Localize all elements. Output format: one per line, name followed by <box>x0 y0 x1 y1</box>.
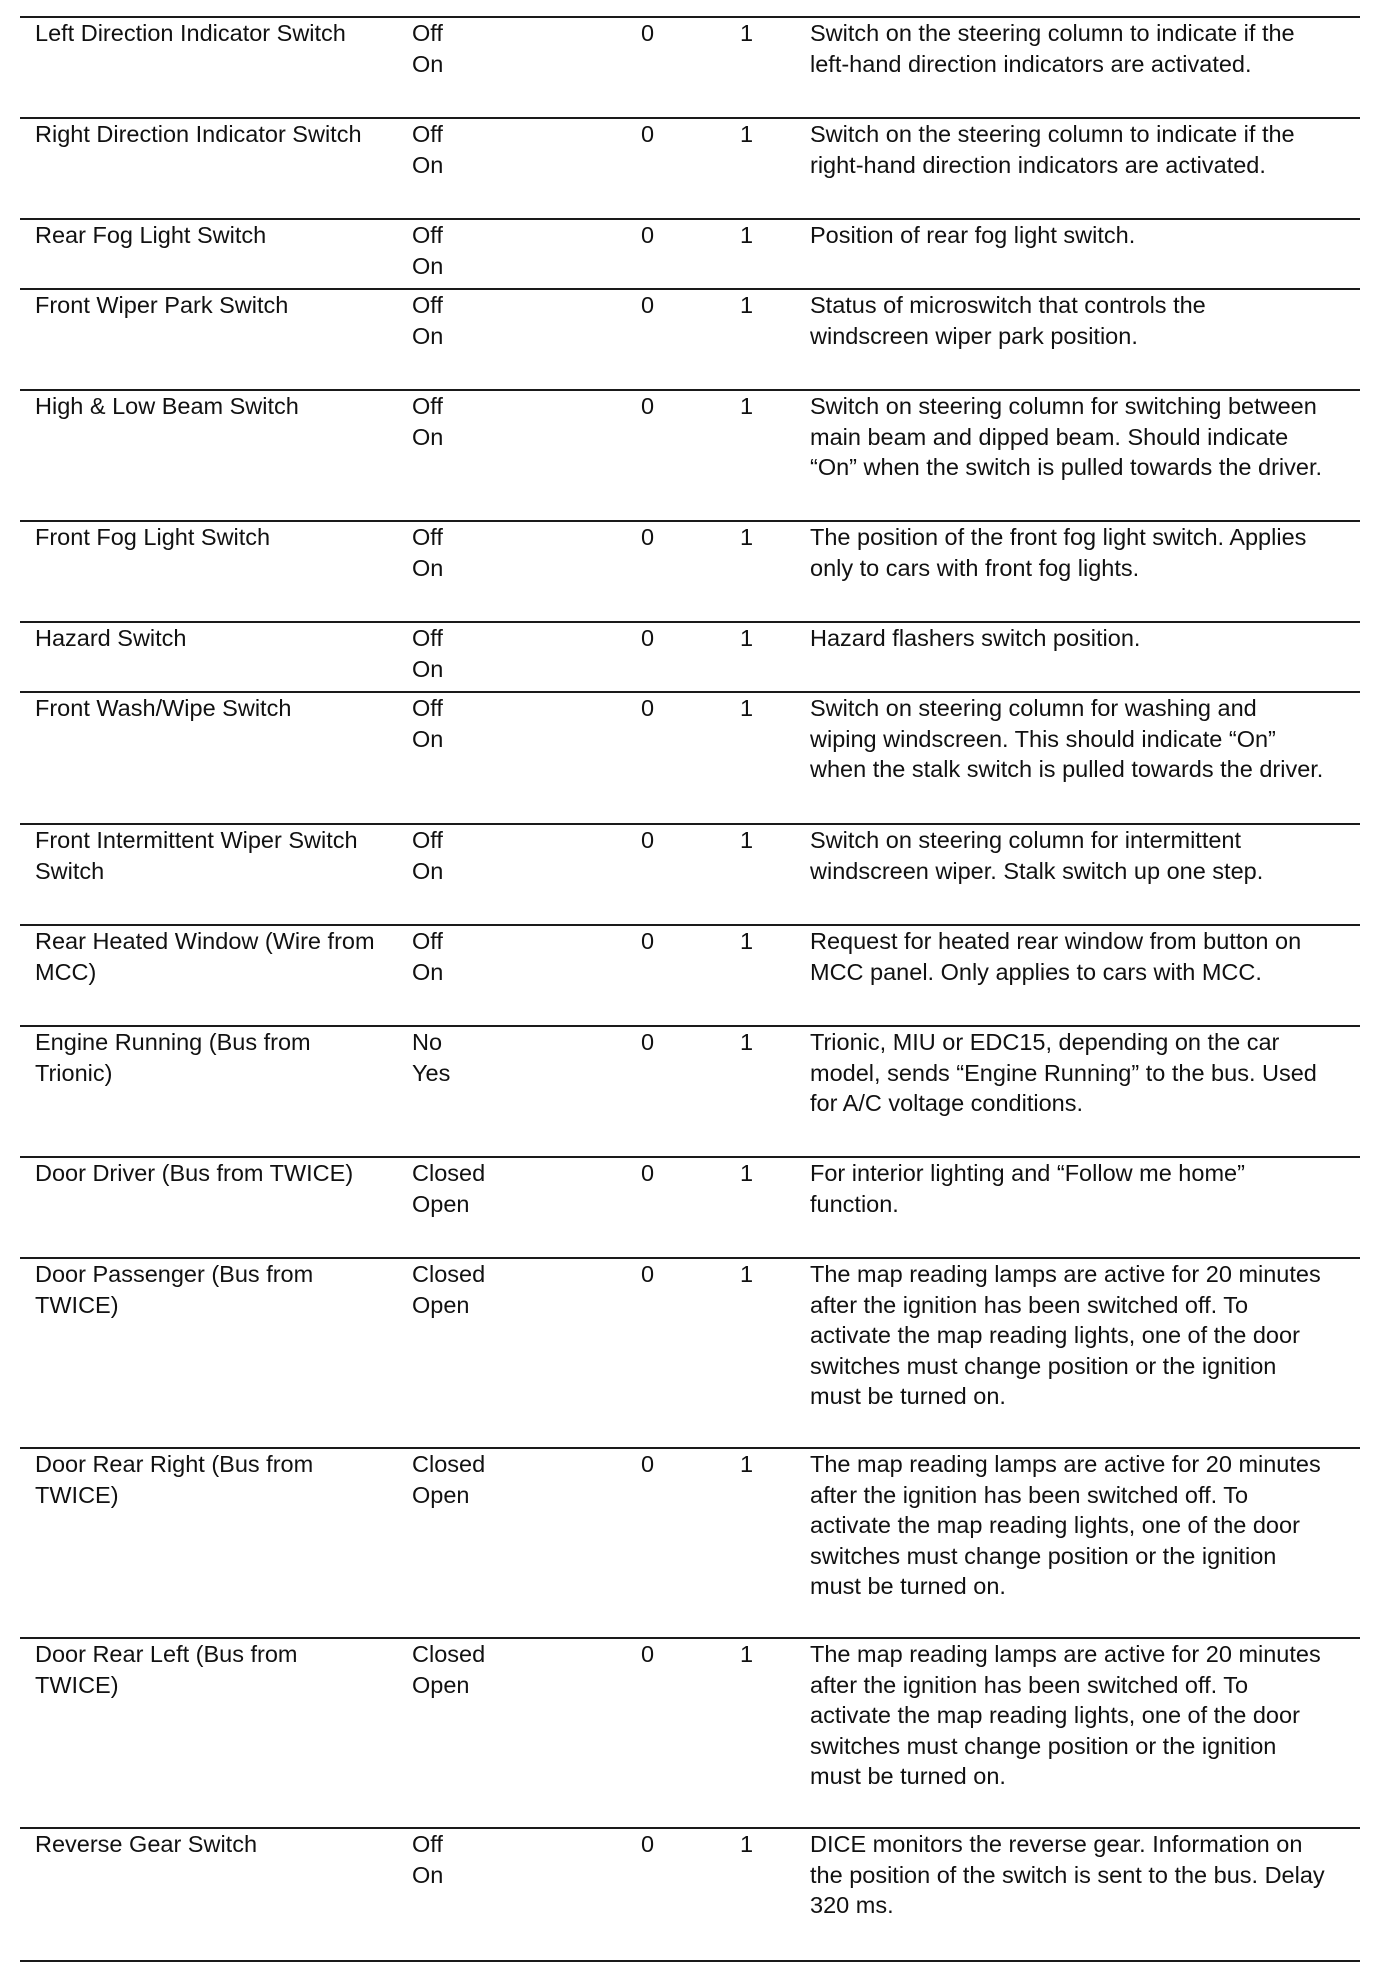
signal-min-value: 0 <box>641 1451 655 1477</box>
signal-description-line: only to cars with front fog lights. <box>810 554 1140 581</box>
signal-min-value: 0 <box>641 292 655 318</box>
signal-description-line: switches must change position or the ignition <box>810 1732 1277 1759</box>
signal-max-value: 1 <box>740 222 754 248</box>
signal-description <box>810 623 1140 654</box>
signal-name-line: Front Fog Light Switch <box>35 524 271 550</box>
signal-description-line: Position of rear fog light switch. <box>810 222 1136 248</box>
signal-states <box>412 1449 485 1510</box>
signal-name <box>35 119 362 150</box>
signal-description-line: must be turned on. <box>810 1383 1006 1409</box>
signal-max-value: 1 <box>740 1160 754 1186</box>
signal-name-line: TWICE) <box>35 1291 119 1318</box>
signal-name-line: Door Rear Right (Bus from <box>35 1451 314 1477</box>
signal-description-line: Status of microswitch that controls the <box>810 292 1206 318</box>
signal-description-line: Trionic, MIU or EDC15, depending on the car <box>810 1029 1280 1055</box>
signal-name-line: Door Passenger (Bus from <box>35 1261 314 1287</box>
signal-max-value: 1 <box>740 827 754 853</box>
signal-name <box>35 391 299 422</box>
signal-name-line: Rear Fog Light Switch <box>35 222 267 248</box>
signal-name <box>35 1639 298 1700</box>
signal-description <box>810 1027 1317 1119</box>
signal-description-line: activate the map reading lights, one of the door <box>810 1512 1300 1538</box>
signal-description-line: activate the map reading lights, one of the door <box>810 1322 1300 1348</box>
signal-description-line: 320 ms. <box>810 1892 894 1918</box>
signal-description-line: switches must change position or the ignition <box>810 1352 1277 1379</box>
signal-description-line: windscreen wiper. Stalk switch up one step. <box>810 857 1264 884</box>
signal-states-line: Closed <box>412 1160 486 1186</box>
signal-states-line: Closed <box>412 1451 486 1477</box>
signal-min-value: 0 <box>641 1261 655 1287</box>
signal-states <box>412 18 443 79</box>
signal-description <box>810 18 1295 79</box>
signal-description-line: Hazard flashers switch position. <box>810 625 1141 651</box>
signal-name-line: Rear Heated Window (Wire from <box>35 928 375 954</box>
signal-name-line: Engine Running (Bus from <box>35 1029 311 1055</box>
signal-min-value: 0 <box>641 827 655 853</box>
signal-description-line: The map reading lamps are active for 20 minutes <box>810 1451 1321 1477</box>
signal-description-line: after the ignition has been switched off. To <box>810 1481 1249 1508</box>
signal-description-line: activate the map reading lights, one of the door <box>810 1702 1300 1728</box>
signal-description-line: after the ignition has been switched off. To <box>810 1671 1249 1698</box>
signal-name-line: Door Driver (Bus from TWICE) <box>35 1160 354 1186</box>
signal-max-value: 1 <box>740 1029 754 1055</box>
signal-states <box>412 825 443 886</box>
signal-states-line: Open <box>412 1190 470 1217</box>
signal-states-line: On <box>412 1861 444 1888</box>
signal-max-value: 1 <box>740 625 754 651</box>
signal-states-line: Off <box>412 222 443 248</box>
signal-description-line: Switch on steering column for washing and <box>810 695 1257 721</box>
signal-states-line: On <box>412 50 444 77</box>
signal-max-value: 1 <box>740 121 754 147</box>
signal-name-line: Front Wiper Park Switch <box>35 292 289 318</box>
signal-name <box>35 522 270 553</box>
signal-states-line: On <box>412 554 444 581</box>
signal-description-line: left-hand direction indicators are activated. <box>810 50 1252 77</box>
signal-states <box>412 1259 485 1320</box>
signal-states-line: Off <box>412 695 443 721</box>
signal-max-value: 1 <box>740 928 754 954</box>
signal-description <box>810 1259 1321 1412</box>
signal-name <box>35 290 288 321</box>
signal-description-line: right-hand direction indicators are activated. <box>810 151 1266 178</box>
signal-states-line: On <box>412 655 444 682</box>
signal-min-value: 0 <box>641 625 655 651</box>
signal-description-line: must be turned on. <box>810 1573 1006 1599</box>
signal-description-line: MCC panel. Only applies to cars with MCC. <box>810 958 1262 985</box>
signal-description-line: DICE monitors the reverse gear. Information on <box>810 1831 1303 1857</box>
signal-states-line: On <box>412 958 444 985</box>
signal-min-value: 0 <box>641 524 655 550</box>
signal-name-line: Front Wash/Wipe Switch <box>35 695 292 721</box>
signal-min-value: 0 <box>641 1831 655 1857</box>
signal-name <box>35 220 266 251</box>
signal-name <box>35 623 187 654</box>
signal-description-line: when the stalk switch is pulled towards the driver. <box>810 756 1324 782</box>
signal-states <box>412 290 443 351</box>
signal-min-value: 0 <box>641 1641 655 1667</box>
signal-states <box>412 1158 485 1219</box>
signal-states-line: Off <box>412 292 443 318</box>
signal-description <box>810 220 1135 251</box>
signal-min-value: 0 <box>641 121 655 147</box>
signal-name-line: Right Direction Indicator Switch <box>35 121 362 147</box>
signal-states-line: Off <box>412 1831 443 1857</box>
signal-states <box>412 926 443 987</box>
signal-description <box>810 522 1306 583</box>
signal-description-line: main beam and dipped beam. Should indicate <box>810 423 1289 450</box>
signal-states <box>412 693 443 754</box>
signal-max-value: 1 <box>740 20 754 46</box>
signal-name <box>35 1829 257 1860</box>
signal-description <box>810 1829 1325 1921</box>
signal-states-line: On <box>412 725 444 752</box>
signal-description-line: Switch on the steering column to indicate if the <box>810 121 1295 147</box>
signal-description <box>810 290 1206 351</box>
signal-states-line: Off <box>412 393 443 419</box>
signal-states-line: Off <box>412 524 443 550</box>
signal-max-value: 1 <box>740 524 754 550</box>
signal-states-line: Open <box>412 1291 470 1318</box>
signal-max-value: 1 <box>740 1641 754 1667</box>
signal-min-value: 0 <box>641 1160 655 1186</box>
signal-description-line: “On” when the switch is pulled towards the driver. <box>810 454 1323 480</box>
signal-states <box>412 623 443 684</box>
signal-description <box>810 825 1263 886</box>
signal-states-line: No <box>412 1029 443 1055</box>
signal-description-line: must be turned on. <box>810 1763 1006 1789</box>
signal-description-line: The position of the front fog light switch. Applies <box>810 524 1307 550</box>
signal-description <box>810 926 1301 987</box>
signal-name-line: TWICE) <box>35 1481 119 1508</box>
signal-name-line: Front Intermittent Wiper Switch <box>35 827 358 853</box>
signal-states-line: Off <box>412 928 443 954</box>
signal-description-line: Request for heated rear window from button on <box>810 928 1302 954</box>
signal-name <box>35 1259 313 1320</box>
signal-max-value: 1 <box>740 1451 754 1477</box>
signal-name-line: Switch <box>35 857 105 884</box>
signal-description-line: The map reading lamps are active for 20 minutes <box>810 1641 1321 1667</box>
signal-description-line: for A/C voltage conditions. <box>810 1090 1084 1116</box>
signal-description-line: switches must change position or the ignition <box>810 1542 1277 1569</box>
signal-min-value: 0 <box>641 222 655 248</box>
signal-states-line: On <box>412 252 444 279</box>
signal-states <box>412 391 443 452</box>
signal-description <box>810 119 1295 180</box>
signal-description-line: after the ignition has been switched off. To <box>810 1291 1249 1318</box>
signal-states <box>412 119 443 180</box>
signal-min-value: 0 <box>641 20 655 46</box>
table-rule <box>20 1960 1360 1962</box>
signal-states-line: On <box>412 151 444 178</box>
signal-max-value: 1 <box>740 1261 754 1287</box>
signal-name-line: Left Direction Indicator Switch <box>35 20 346 46</box>
signal-description-line: model, sends “Engine Running” to the bus. Used <box>810 1059 1317 1086</box>
signal-description-line: Switch on steering column for intermittent <box>810 827 1242 853</box>
signal-name-line: TWICE) <box>35 1671 119 1698</box>
signal-description <box>810 391 1322 483</box>
signal-name <box>35 1027 311 1088</box>
signal-description-line: The map reading lamps are active for 20 minutes <box>810 1261 1321 1287</box>
signal-states-line: Open <box>412 1481 470 1508</box>
signal-name-line: MCC) <box>35 958 97 985</box>
signal-description <box>810 693 1323 785</box>
signal-min-value: 0 <box>641 1029 655 1055</box>
signal-description-line: the position of the switch is sent to the bus. Delay <box>810 1861 1325 1888</box>
signal-name <box>35 825 358 886</box>
signal-max-value: 1 <box>740 292 754 318</box>
signal-name-line: Reverse Gear Switch <box>35 1831 258 1857</box>
signal-states-line: On <box>412 857 444 884</box>
signal-name-line: Trionic) <box>35 1059 113 1086</box>
signal-states-line: On <box>412 423 444 450</box>
signal-states-line: Off <box>412 121 443 147</box>
signal-states-line: Off <box>412 827 443 853</box>
signal-name <box>35 693 291 724</box>
signal-states <box>412 1829 443 1890</box>
signal-description <box>810 1158 1245 1219</box>
signal-description-line: Switch on the steering column to indicate if the <box>810 20 1295 46</box>
signal-description <box>810 1639 1321 1792</box>
signal-min-value: 0 <box>641 695 655 721</box>
signal-description-line: function. <box>810 1190 899 1217</box>
signal-states-line: Yes <box>412 1059 451 1086</box>
signal-states <box>412 1639 485 1700</box>
signal-name <box>35 18 346 49</box>
signal-description-line: Switch on steering column for switching between <box>810 393 1317 419</box>
signal-name <box>35 926 375 987</box>
signal-min-value: 0 <box>641 928 655 954</box>
signal-max-value: 1 <box>740 695 754 721</box>
signal-name <box>35 1449 313 1510</box>
table-rule <box>20 621 1360 623</box>
signal-name-line: Door Rear Left (Bus from <box>35 1641 298 1667</box>
signal-states-line: Open <box>412 1671 470 1698</box>
signal-states-line: Closed <box>412 1641 486 1667</box>
signal-max-value: 1 <box>740 1831 754 1857</box>
signal-min-value: 0 <box>641 393 655 419</box>
signal-name-line: Hazard Switch <box>35 625 187 651</box>
signal-states-line: On <box>412 322 444 349</box>
signal-name-line: High & Low Beam Switch <box>35 393 299 419</box>
signal-max-value: 1 <box>740 393 754 419</box>
signal-states <box>412 1027 450 1088</box>
signal-description <box>810 1449 1321 1602</box>
signal-states-line: Off <box>412 20 443 46</box>
signal-states <box>412 220 443 281</box>
signal-description-line: windscreen wiper park position. <box>810 322 1138 349</box>
signal-states-line: Closed <box>412 1261 486 1287</box>
signal-states-line: Off <box>412 625 443 651</box>
signal-states <box>412 522 443 583</box>
signal-description-line: wiping windscreen. This should indicate “On” <box>810 725 1276 752</box>
signal-name <box>35 1158 353 1189</box>
signal-description-line: For interior lighting and “Follow me home” <box>810 1160 1245 1186</box>
